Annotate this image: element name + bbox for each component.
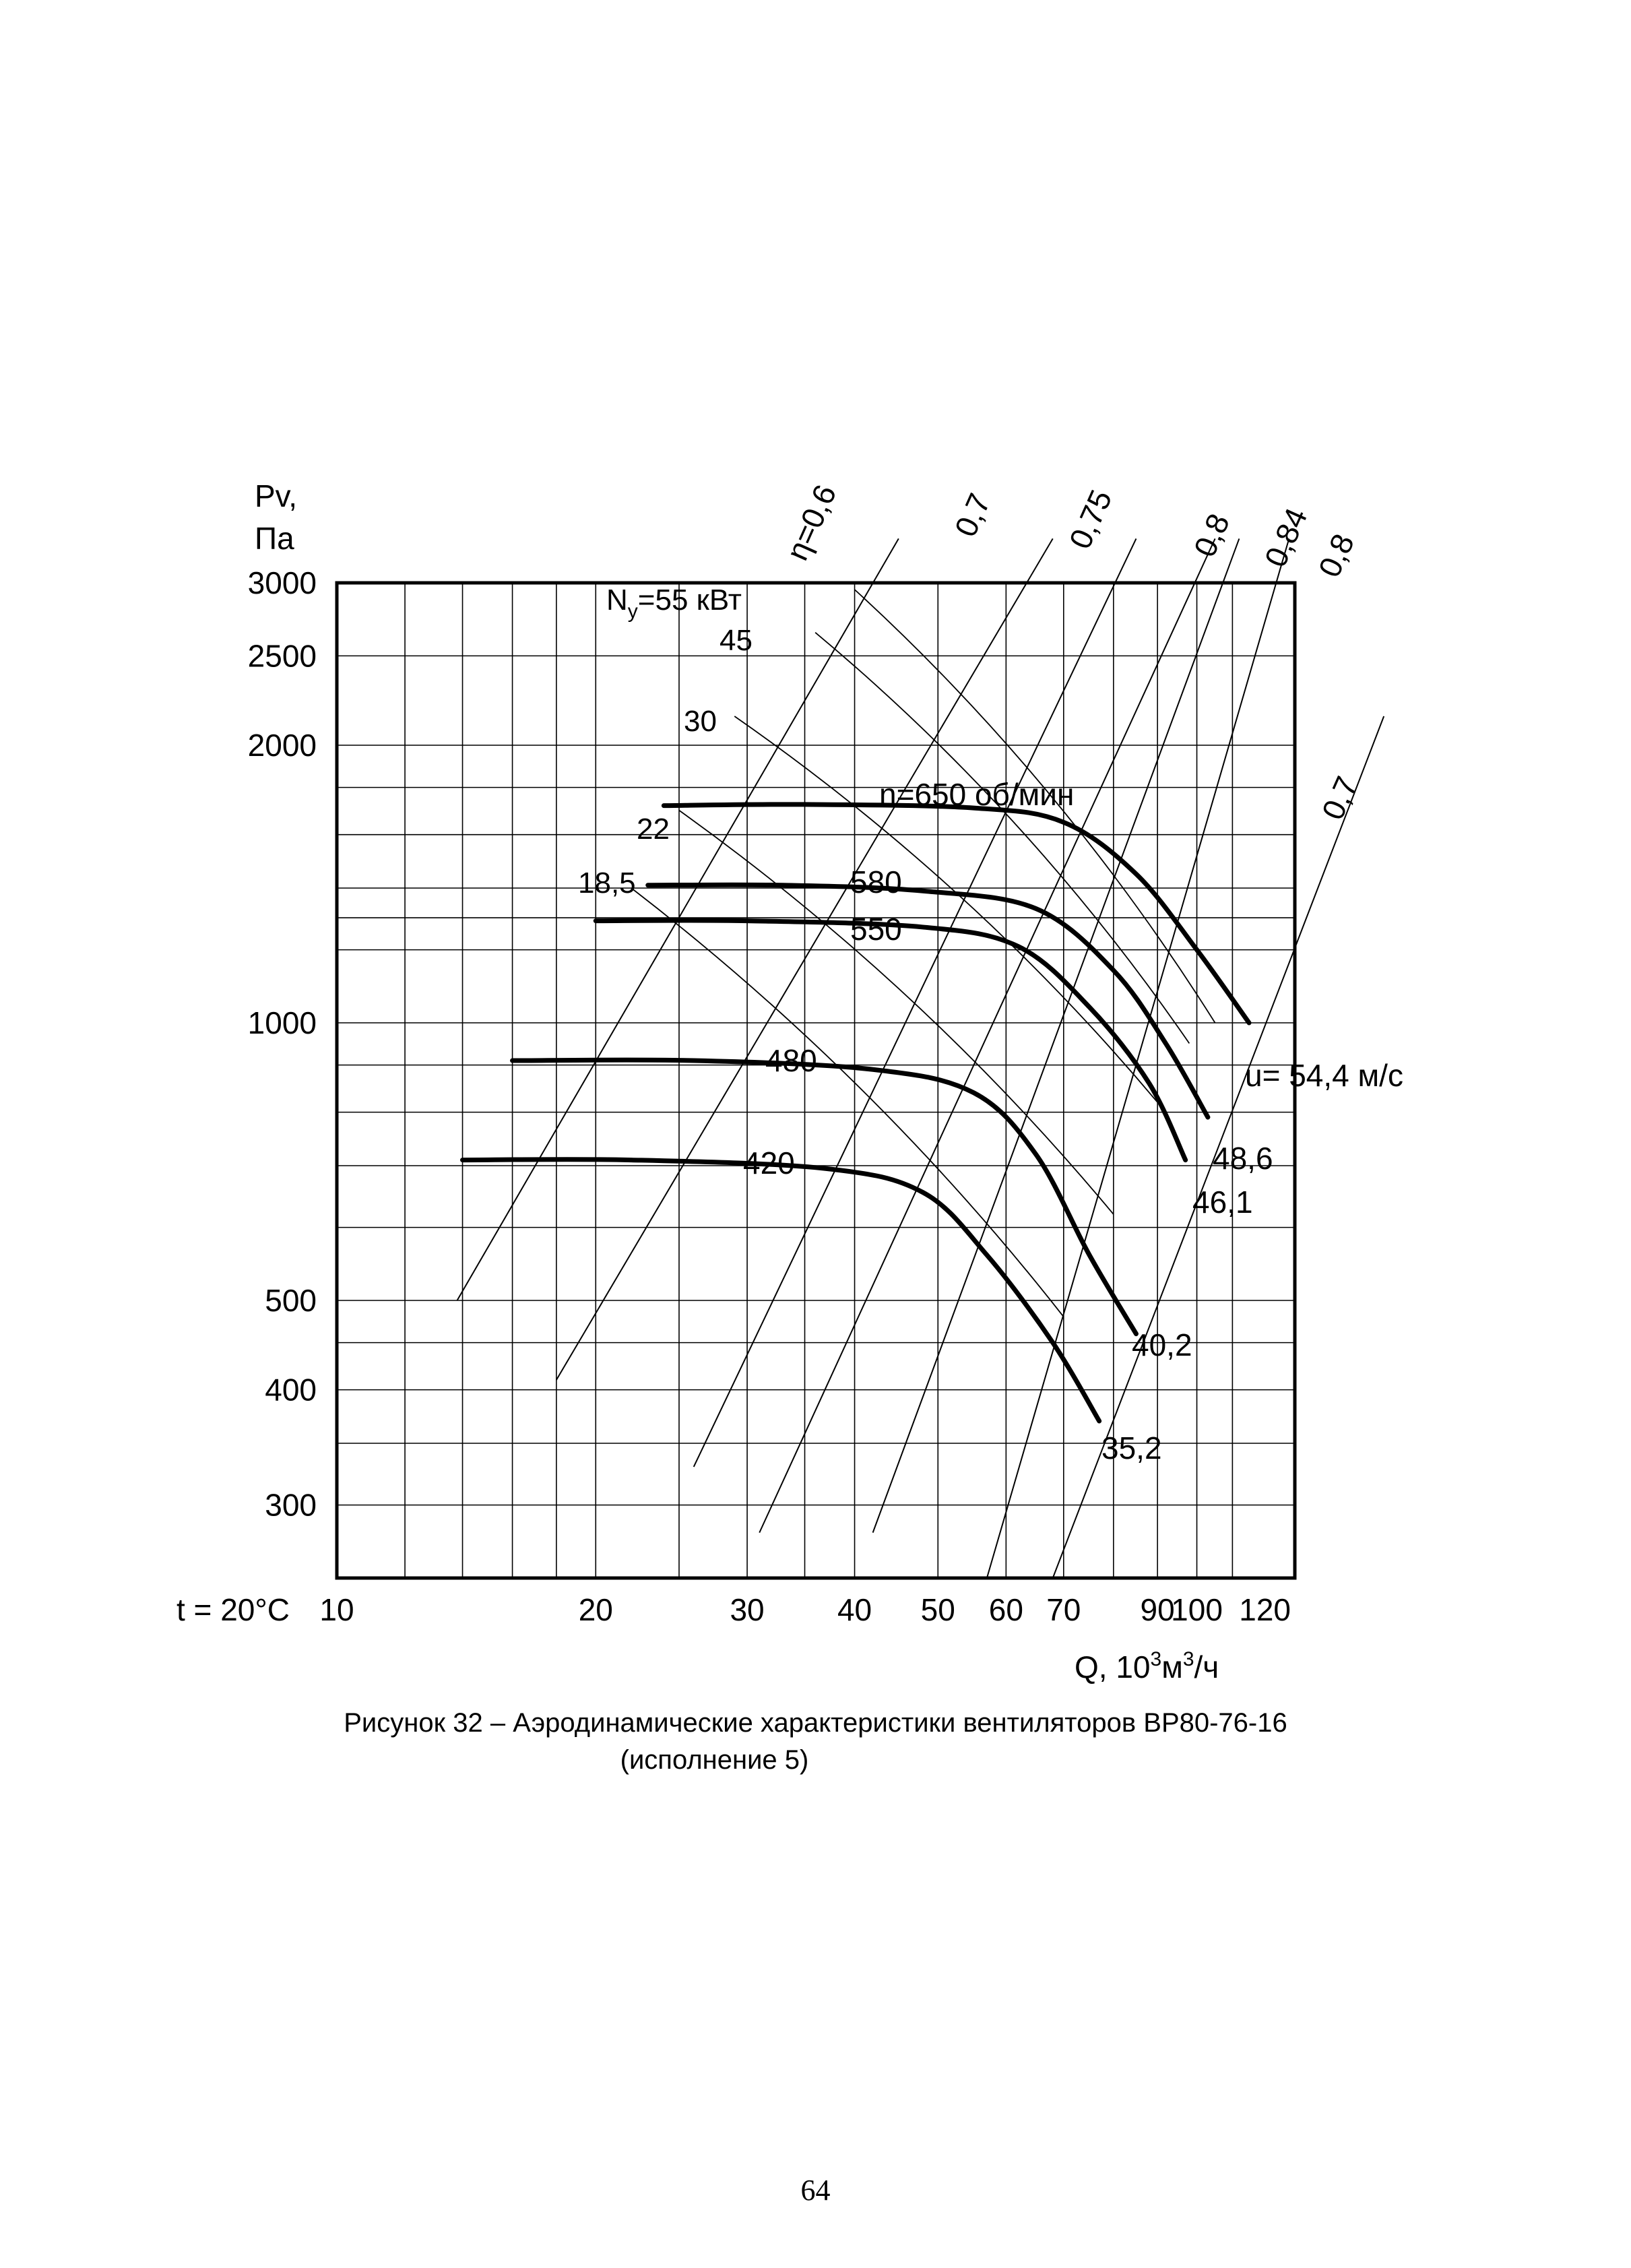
rpm-label-580: 580 <box>850 864 902 900</box>
x-axis-label-prefix: Q, 10 <box>1075 1649 1151 1684</box>
y-axis-label-line2: Па <box>255 521 294 556</box>
power-line <box>631 888 1064 1317</box>
power-label-18-5: 18,5 <box>578 867 636 900</box>
plot-frame <box>337 583 1295 1578</box>
x-tick-label: 20 <box>578 1592 613 1627</box>
eta-label-0-84: 0,84 <box>1257 503 1314 573</box>
x-tick-label: 90 <box>1140 1592 1175 1627</box>
x-tick-label: 50 <box>920 1592 955 1627</box>
power-line <box>815 633 1189 1044</box>
y-tick-label: 300 <box>265 1487 317 1523</box>
figure-caption-line2: (исполнение 5) <box>620 1745 809 1775</box>
x-axis-label-suffix: /ч <box>1194 1649 1219 1684</box>
rpm-label-650: n=650 об/мин <box>879 777 1075 812</box>
x-tick-label: 120 <box>1239 1592 1291 1627</box>
speed-label-35-2: 35,2 <box>1101 1430 1162 1466</box>
x-tick-label: 60 <box>988 1592 1023 1627</box>
x-axis-label-sup2: 3 <box>1182 1648 1194 1670</box>
y-tick-label: 400 <box>265 1372 317 1408</box>
x-axis-label-mid: м <box>1161 1649 1183 1684</box>
rpm-label-420: 420 <box>743 1145 795 1180</box>
eta-label-0-7-top: 0,7 <box>947 488 998 542</box>
y-tick-label: 500 <box>265 1283 317 1319</box>
y-tick-label: 3000 <box>247 565 317 600</box>
fan-curve <box>463 1160 1099 1421</box>
eta-label-0-75: 0,75 <box>1062 484 1119 555</box>
efficiency-line <box>694 538 1137 1467</box>
y-tick-labels <box>248 565 317 1523</box>
x-tick-label: 10 <box>319 1592 354 1627</box>
eta-label-0-6: η=0,6 <box>779 479 843 566</box>
rpm-label-480: 480 <box>765 1043 817 1078</box>
page-number: 64 <box>800 2174 831 2207</box>
x-axis-label-sup1: 3 <box>1150 1648 1162 1670</box>
x-tick-label: 100 <box>1171 1592 1223 1627</box>
speed-label-54-4: u= 54,4 м/с <box>1245 1058 1403 1093</box>
temperature-label: t = 20°C <box>177 1592 290 1627</box>
efficiency-line <box>759 538 1215 1532</box>
eta-label-0-7-right: 0,7 <box>1314 771 1365 825</box>
speed-label-46-1: 46,1 <box>1192 1185 1253 1220</box>
fan-curve <box>664 805 1249 1023</box>
efficiency-line <box>987 538 1289 1578</box>
power-label-45: 45 <box>719 624 753 657</box>
y-tick-label: 1000 <box>247 1005 317 1041</box>
y-tick-label: 2500 <box>247 638 317 674</box>
x-tick-label: 40 <box>837 1592 872 1627</box>
x-axis-label <box>1075 1648 1219 1684</box>
grid-lines <box>337 583 1295 1578</box>
power-label-22: 22 <box>637 813 670 846</box>
speed-label-40-2: 40,2 <box>1132 1327 1192 1362</box>
power-lines <box>631 590 1215 1317</box>
fan-curve <box>513 1060 1137 1333</box>
y-axis-label-line1: Pv, <box>255 478 298 513</box>
power-label-30: 30 <box>684 705 717 738</box>
x-tick-label: 30 <box>730 1592 765 1627</box>
eta-label-0-8-top: 0,8 <box>1186 508 1237 563</box>
eta-label-0-8-right: 0,8 <box>1311 528 1362 583</box>
power-label-55: $N_y=55$ кВт <box>606 584 742 623</box>
x-tick-label: 70 <box>1046 1592 1081 1627</box>
y-tick-label: 2000 <box>247 728 317 763</box>
rpm-label-550: 550 <box>850 912 902 947</box>
speed-label-48-6: 48,6 <box>1213 1141 1273 1176</box>
x-tick-labels <box>319 1592 1291 1627</box>
figure-caption-line1: Рисунок 32 – Аэродинамические характеристики вентиляторов ВР80-76-16 <box>344 1708 1287 1738</box>
